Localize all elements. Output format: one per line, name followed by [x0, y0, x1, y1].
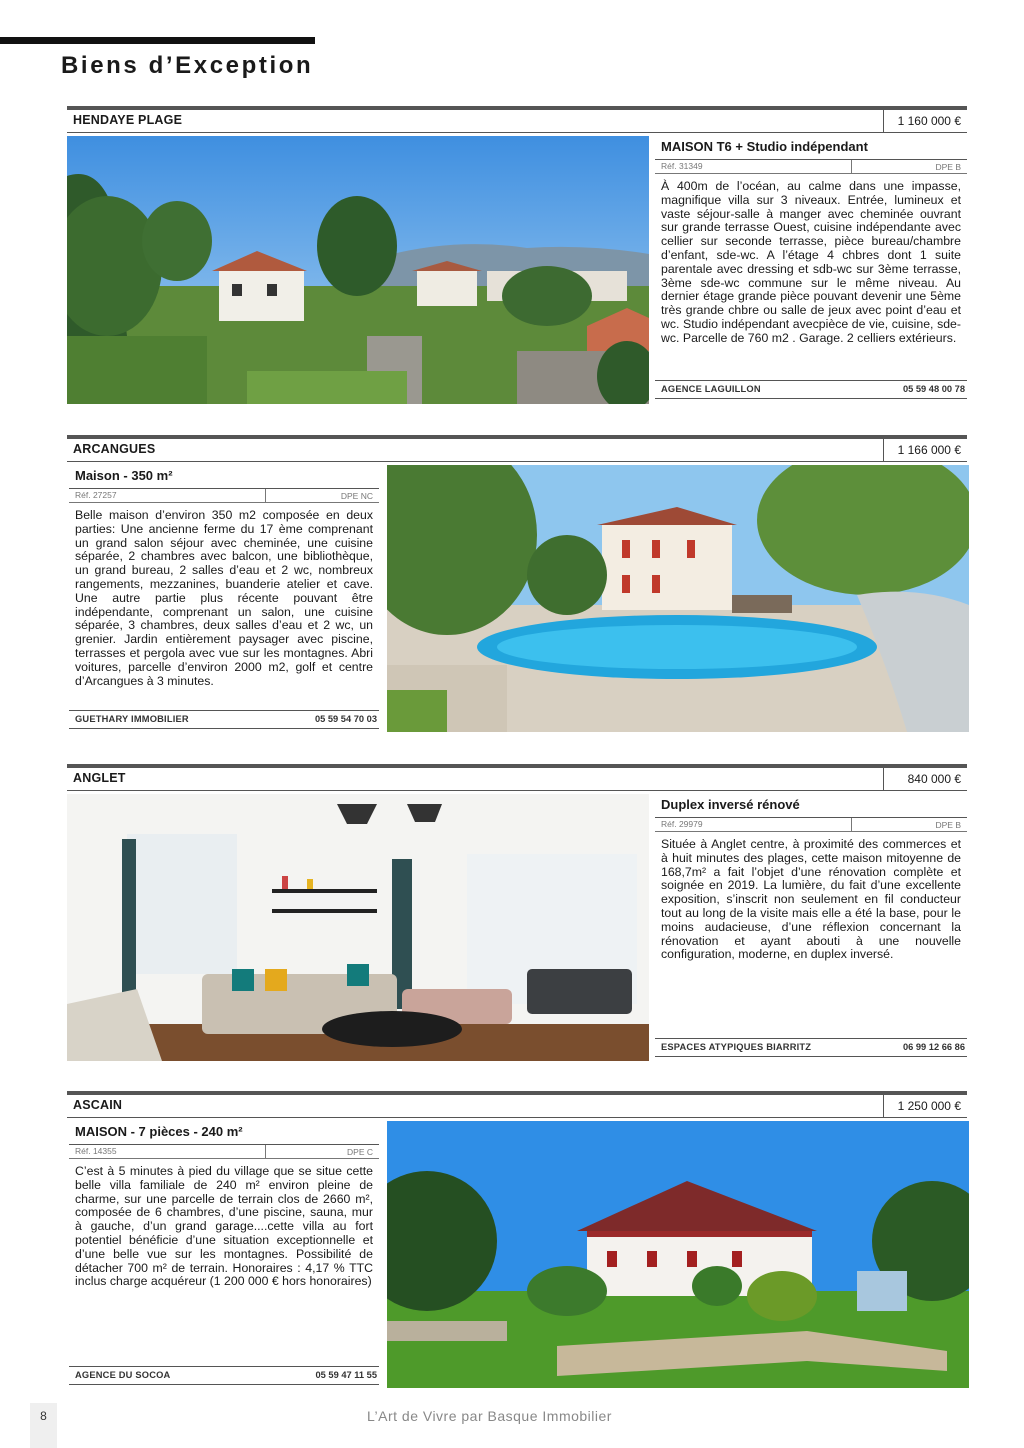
property-description: C’est à 5 minutes à pied du village que se situe cette belle villa familiale de 240 m² environ pleine de charme, sur une parcelle de terrain clos de 2660 m², composée de 6 chambres, d’une piscine, sauna, mur à gauche, d’un grand garage....cette villa au fort potentiel bénéficie d’une situation exceptionnelle et d’une belle vue sur les montagnes. Possibilité de détacher 700 m² de terrain. Honoraires : 4,17 % TTC inclus charge acquéreur (1 200 000 € hors honoraires) [75, 1164, 373, 1289]
listing-location: ASCAIN [73, 1098, 123, 1112]
agency-phone: 05 59 47 11 55 [315, 1370, 377, 1380]
listing-photo-pool-house [387, 465, 969, 732]
agency-phone: 05 59 48 00 78 [902, 384, 965, 394]
listing-info [655, 133, 967, 346]
page-number-box [30, 1403, 57, 1448]
property-description: Située à Anglet centre, à proximité des commerces et à huit minutes des plages, cette maison mitoyenne de 168,7m² a fait l’objet d’une rénovation complète et soignée en 2019. La lumière, du fait d’une excellente exposition, s’inscrit non seulement en fil conducteur tout au long de la visite mais elle a été la base, pour le moins audacieuse, d’une réflexion concernant la rénovation et ayant abouti à une nouvelle configuration, moderne, en duplex inversé. [661, 837, 961, 962]
listing-location: ARCANGUES [73, 442, 156, 456]
property-title: Duplex inversé rénové [655, 791, 967, 818]
agency-bar [655, 1038, 967, 1057]
listing-header [67, 435, 967, 462]
property-description: À 400m de l’océan, au calme dans une impasse, magnifique villa sur 3 niveaux. Entrée, lumineux et vaste séjour-salle à manger avec cheminée ouvrant sur grande terrasse Ouest, cuisine indépendante avec cellier sur seconde terrasse, pièce bureau/chambre d’enfant, sde-wc. A l’étage 4 chbres dont 1 suite parentale avec dressing et sdb-wc sur 3ème terrasse, 3ème sde-wc commune sur le même niveau. Au dernier étage grande pièce pouvant devenir une 5ème très grande chbre ou salle de jeux avec point d’eau et wc. Studio indépendant avecpièce de vie, cuisine, sde-wc. Parcelle de 760 m2 . Garage. 2 celliers extérieurs. [661, 179, 961, 345]
listing-anglet [67, 764, 967, 1064]
listing-price: 1 160 000 € [883, 110, 967, 132]
reference-divider [265, 1145, 266, 1158]
listing-ascain [67, 1091, 967, 1391]
agency-bar [655, 380, 967, 399]
reference-number: Réf. 14355 [75, 1146, 117, 1156]
reference-number: Réf. 27257 [75, 490, 117, 500]
agency-name: GUETHARY IMMOBILIER [75, 714, 189, 724]
reference-divider [265, 489, 266, 502]
listing-location: HENDAYE PLAGE [73, 113, 183, 127]
listing-hendaye [67, 106, 967, 406]
listing-info [69, 462, 379, 688]
footer-tagline: L’Art de Vivre par Basque Immobilier [367, 1408, 612, 1424]
reference-number: Réf. 29979 [661, 819, 703, 829]
agency-name: AGENCE LAGUILLON [661, 384, 761, 394]
energy-rating: DPE B [935, 162, 961, 172]
property-description: Belle maison d’environ 350 m2 composée en deux parties: Une ancienne ferme du 17 ème comprenant un grand salon séjour avec cheminée, une cuisine séparée, 2 chambres avec balcon, une bibliothèque, un grand bureau, 2 salles d’eau et 2 wc, nombreux rangements, mezzanines, buanderie atelier et cave. Une autre partie plus récente pouvant être indépendante, comprenant un salon, une cuisine séparée, 3 chambres, deux salles d’eau et 2 wc, un grenier. Jardin entièrement paysager avec piscine, terrasses et pergola avec vue sur les montagnes. Abri voitures, parcelle d’environ 2000 m2, golf et centre d’Arcangues à 3 minutes. [75, 508, 373, 688]
property-title: MAISON T6 + Studio indépendant [655, 133, 967, 160]
agency-name: ESPACES ATYPIQUES BIARRITZ [661, 1042, 812, 1052]
listing-price: 1 250 000 € [883, 1095, 967, 1117]
listing-header [67, 106, 967, 133]
energy-rating: DPE NC [340, 491, 373, 501]
reference-row [69, 1145, 379, 1159]
reference-divider [851, 160, 852, 173]
agency-bar [69, 710, 379, 729]
listing-arcangues [67, 435, 967, 735]
listing-header [67, 1091, 967, 1118]
reference-row [69, 489, 379, 503]
listing-header [67, 764, 967, 791]
energy-rating: DPE B [935, 820, 961, 830]
agency-name: AGENCE DU SOCOA [75, 1370, 171, 1380]
property-title: MAISON - 7 pièces - 240 m² [69, 1118, 379, 1145]
reference-row [655, 160, 967, 174]
reference-divider [851, 818, 852, 831]
page-title: Biens d’Exception [61, 52, 314, 79]
listing-info [655, 791, 967, 962]
listing-price: 840 000 € [883, 768, 967, 790]
agency-phone: 06 99 12 66 86 [902, 1042, 965, 1052]
listing-info [69, 1118, 379, 1289]
listing-photo-villa-ocean [67, 136, 649, 404]
reference-number: Réf. 31349 [661, 161, 703, 171]
agency-bar [69, 1366, 379, 1385]
reference-row [655, 818, 967, 832]
listing-photo-basque-villa [387, 1121, 969, 1388]
top-rule [0, 37, 315, 44]
listing-photo-living-room [67, 794, 649, 1061]
energy-rating: DPE C [347, 1147, 373, 1157]
property-title-text: Maison - 350 m² [75, 468, 173, 483]
property-title [69, 462, 379, 489]
listing-location: ANGLET [73, 771, 126, 785]
agency-phone: 05 59 54 70 03 [314, 714, 377, 724]
page-number: 8 [40, 1409, 47, 1423]
listing-price: 1 166 000 € [883, 439, 967, 461]
